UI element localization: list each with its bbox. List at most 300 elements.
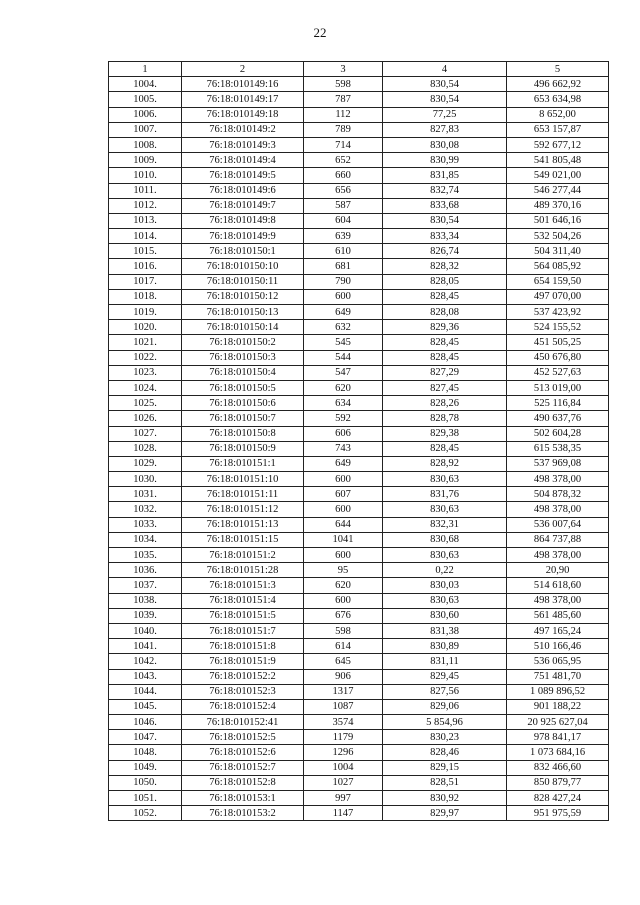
row-number-cell: 1021. <box>109 335 182 350</box>
area-cell: 681 <box>304 259 383 274</box>
rate-cell: 828,78 <box>383 411 507 426</box>
cadastral-number-cell: 76:18:010151:1 <box>182 456 304 471</box>
rate-cell: 829,97 <box>383 806 507 821</box>
table-row <box>109 350 609 365</box>
area-cell: 676 <box>304 608 383 623</box>
cadastral-number-cell: 76:18:010152:41 <box>182 715 304 730</box>
value-cell: 1 089 896,52 <box>507 684 609 699</box>
row-number-cell: 1010. <box>109 168 182 183</box>
cadastral-number-cell: 76:18:010151:28 <box>182 563 304 578</box>
row-number-cell: 1039. <box>109 608 182 623</box>
row-number-cell: 1049. <box>109 760 182 775</box>
row-number-cell: 1042. <box>109 654 182 669</box>
cadastral-number-cell: 76:18:010151:10 <box>182 472 304 487</box>
rate-cell: 827,83 <box>383 122 507 137</box>
table-row <box>109 760 609 775</box>
area-cell: 600 <box>304 548 383 563</box>
value-cell: 501 646,16 <box>507 213 609 228</box>
row-number-cell: 1006. <box>109 107 182 122</box>
value-cell: 592 677,12 <box>507 137 609 152</box>
area-cell: 598 <box>304 77 383 92</box>
value-cell: 654 159,50 <box>507 274 609 289</box>
cadastral-number-cell: 76:18:010150:7 <box>182 411 304 426</box>
area-cell: 610 <box>304 244 383 259</box>
table-row <box>109 411 609 426</box>
rate-cell: 832,74 <box>383 183 507 198</box>
cadastral-number-cell: 76:18:010150:6 <box>182 396 304 411</box>
table-row <box>109 623 609 638</box>
table-row <box>109 639 609 654</box>
area-cell: 649 <box>304 305 383 320</box>
row-number-cell: 1045. <box>109 699 182 714</box>
rate-cell: 830,23 <box>383 730 507 745</box>
row-number-cell: 1034. <box>109 532 182 547</box>
row-number-cell: 1011. <box>109 183 182 198</box>
value-cell: 751 481,70 <box>507 669 609 684</box>
table-row <box>109 654 609 669</box>
row-number-cell: 1041. <box>109 639 182 654</box>
rate-cell: 0,22 <box>383 563 507 578</box>
column-header: 1 <box>109 62 182 77</box>
value-cell: 20 925 627,04 <box>507 715 609 730</box>
column-header: 2 <box>182 62 304 77</box>
table-row <box>109 730 609 745</box>
value-cell: 537 969,08 <box>507 456 609 471</box>
column-header: 3 <box>304 62 383 77</box>
rate-cell: 832,31 <box>383 517 507 532</box>
cadastral-number-cell: 76:18:010152:5 <box>182 730 304 745</box>
area-cell: 660 <box>304 168 383 183</box>
value-cell: 653 634,98 <box>507 92 609 107</box>
value-cell: 615 538,35 <box>507 441 609 456</box>
rate-cell: 830,54 <box>383 213 507 228</box>
table-row <box>109 244 609 259</box>
row-number-cell: 1050. <box>109 775 182 790</box>
rate-cell: 830,63 <box>383 593 507 608</box>
table-row <box>109 335 609 350</box>
row-number-cell: 1014. <box>109 229 182 244</box>
area-cell: 3574 <box>304 715 383 730</box>
page-number: 22 <box>313 25 327 40</box>
value-cell: 496 662,92 <box>507 77 609 92</box>
cadastral-number-cell: 76:18:010149:3 <box>182 137 304 152</box>
area-cell: 112 <box>304 107 383 122</box>
cadastral-number-cell: 76:18:010152:2 <box>182 669 304 684</box>
rate-cell: 828,26 <box>383 396 507 411</box>
table-row <box>109 77 609 92</box>
area-cell: 906 <box>304 669 383 684</box>
cadastral-number-cell: 76:18:010149:18 <box>182 107 304 122</box>
table-row <box>109 593 609 608</box>
rate-cell: 830,08 <box>383 137 507 152</box>
column-header: 4 <box>383 62 507 77</box>
table-row <box>109 532 609 547</box>
table-row <box>109 198 609 213</box>
area-cell: 587 <box>304 198 383 213</box>
rate-cell: 828,51 <box>383 775 507 790</box>
area-cell: 545 <box>304 335 383 350</box>
cadastral-number-cell: 76:18:010151:5 <box>182 608 304 623</box>
value-cell: 536 007,64 <box>507 517 609 532</box>
value-cell: 504 878,32 <box>507 487 609 502</box>
column-header: 5 <box>507 62 609 77</box>
table-row <box>109 699 609 714</box>
table-row <box>109 183 609 198</box>
rate-cell: 828,08 <box>383 305 507 320</box>
table-row <box>109 608 609 623</box>
area-cell: 600 <box>304 502 383 517</box>
area-cell: 1041 <box>304 532 383 547</box>
row-number-cell: 1036. <box>109 563 182 578</box>
value-cell: 513 019,00 <box>507 380 609 395</box>
rate-cell: 829,15 <box>383 760 507 775</box>
table-row <box>109 487 609 502</box>
table-row <box>109 426 609 441</box>
rate-cell: 828,45 <box>383 350 507 365</box>
table-row <box>109 396 609 411</box>
value-cell: 864 737,88 <box>507 532 609 547</box>
cadastral-number-cell: 76:18:010150:3 <box>182 350 304 365</box>
table-row <box>109 548 609 563</box>
row-number-cell: 1035. <box>109 548 182 563</box>
area-cell: 1087 <box>304 699 383 714</box>
area-cell: 547 <box>304 365 383 380</box>
area-cell: 95 <box>304 563 383 578</box>
table-row <box>109 669 609 684</box>
row-number-cell: 1025. <box>109 396 182 411</box>
value-cell: 525 116,84 <box>507 396 609 411</box>
rate-cell: 828,46 <box>383 745 507 760</box>
cadastral-number-cell: 76:18:010150:1 <box>182 244 304 259</box>
rate-cell: 830,54 <box>383 92 507 107</box>
rate-cell: 831,11 <box>383 654 507 669</box>
row-number-cell: 1026. <box>109 411 182 426</box>
data-table <box>108 61 609 821</box>
cadastral-number-cell: 76:18:010150:14 <box>182 320 304 335</box>
row-number-cell: 1009. <box>109 153 182 168</box>
row-number-cell: 1033. <box>109 517 182 532</box>
cadastral-number-cell: 76:18:010149:7 <box>182 198 304 213</box>
rate-cell: 831,85 <box>383 168 507 183</box>
row-number-cell: 1031. <box>109 487 182 502</box>
cadastral-number-cell: 76:18:010152:7 <box>182 760 304 775</box>
area-cell: 789 <box>304 122 383 137</box>
table-row <box>109 684 609 699</box>
cadastral-number-cell: 76:18:010150:4 <box>182 365 304 380</box>
value-cell: 498 378,00 <box>507 472 609 487</box>
table-row <box>109 137 609 152</box>
table-row <box>109 153 609 168</box>
rate-cell: 5 854,96 <box>383 715 507 730</box>
rate-cell: 830,68 <box>383 532 507 547</box>
area-cell: 598 <box>304 623 383 638</box>
rate-cell: 828,45 <box>383 289 507 304</box>
area-cell: 600 <box>304 593 383 608</box>
cadastral-number-cell: 76:18:010153:1 <box>182 791 304 806</box>
table-row <box>109 213 609 228</box>
row-number-cell: 1029. <box>109 456 182 471</box>
cadastral-number-cell: 76:18:010151:2 <box>182 548 304 563</box>
area-cell: 714 <box>304 137 383 152</box>
value-cell: 951 975,59 <box>507 806 609 821</box>
rate-cell: 830,63 <box>383 548 507 563</box>
cadastral-number-cell: 76:18:010151:9 <box>182 654 304 669</box>
row-number-cell: 1032. <box>109 502 182 517</box>
value-cell: 510 166,46 <box>507 639 609 654</box>
cadastral-number-cell: 76:18:010151:4 <box>182 593 304 608</box>
cadastral-number-cell: 76:18:010152:3 <box>182 684 304 699</box>
value-cell: 502 604,28 <box>507 426 609 441</box>
row-number-cell: 1027. <box>109 426 182 441</box>
cadastral-number-cell: 76:18:010150:11 <box>182 274 304 289</box>
value-cell: 978 841,17 <box>507 730 609 745</box>
area-cell: 604 <box>304 213 383 228</box>
value-cell: 653 157,87 <box>507 122 609 137</box>
area-cell: 649 <box>304 456 383 471</box>
rate-cell: 828,05 <box>383 274 507 289</box>
rate-cell: 830,99 <box>383 153 507 168</box>
table-row <box>109 320 609 335</box>
area-cell: 606 <box>304 426 383 441</box>
cadastral-number-cell: 76:18:010151:7 <box>182 623 304 638</box>
rate-cell: 829,45 <box>383 669 507 684</box>
row-number-cell: 1030. <box>109 472 182 487</box>
table-row <box>109 806 609 821</box>
table-row <box>109 289 609 304</box>
area-cell: 787 <box>304 92 383 107</box>
table-row <box>109 107 609 122</box>
rate-cell: 830,03 <box>383 578 507 593</box>
cadastral-number-cell: 76:18:010153:2 <box>182 806 304 821</box>
cadastral-number-cell: 76:18:010150:9 <box>182 441 304 456</box>
table-row <box>109 517 609 532</box>
row-number-cell: 1004. <box>109 77 182 92</box>
row-number-cell: 1044. <box>109 684 182 699</box>
cadastral-number-cell: 76:18:010151:8 <box>182 639 304 654</box>
rate-cell: 827,45 <box>383 380 507 395</box>
cadastral-number-cell: 76:18:010150:2 <box>182 335 304 350</box>
value-cell: 498 378,00 <box>507 502 609 517</box>
area-cell: 997 <box>304 791 383 806</box>
area-cell: 743 <box>304 441 383 456</box>
value-cell: 452 527,63 <box>507 365 609 380</box>
cadastral-number-cell: 76:18:010149:9 <box>182 229 304 244</box>
rate-cell: 830,63 <box>383 472 507 487</box>
rate-cell: 828,45 <box>383 441 507 456</box>
table-row <box>109 456 609 471</box>
value-cell: 850 879,77 <box>507 775 609 790</box>
row-number-cell: 1012. <box>109 198 182 213</box>
value-cell: 490 637,76 <box>507 411 609 426</box>
value-cell: 524 155,52 <box>507 320 609 335</box>
row-number-cell: 1043. <box>109 669 182 684</box>
rate-cell: 831,76 <box>383 487 507 502</box>
cadastral-number-cell: 76:18:010151:15 <box>182 532 304 547</box>
rate-cell: 831,38 <box>383 623 507 638</box>
rate-cell: 830,63 <box>383 502 507 517</box>
value-cell: 497 165,24 <box>507 623 609 638</box>
table-row <box>109 122 609 137</box>
table-row <box>109 259 609 274</box>
cadastral-number-cell: 76:18:010149:4 <box>182 153 304 168</box>
area-cell: 634 <box>304 396 383 411</box>
value-cell: 450 676,80 <box>507 350 609 365</box>
area-cell: 1027 <box>304 775 383 790</box>
cadastral-number-cell: 76:18:010150:5 <box>182 380 304 395</box>
table-row <box>109 365 609 380</box>
value-cell: 489 370,16 <box>507 198 609 213</box>
cadastral-number-cell: 76:18:010152:8 <box>182 775 304 790</box>
area-cell: 600 <box>304 472 383 487</box>
table-row <box>109 502 609 517</box>
area-cell: 1147 <box>304 806 383 821</box>
value-cell: 537 423,92 <box>507 305 609 320</box>
row-number-cell: 1024. <box>109 380 182 395</box>
value-cell: 536 065,95 <box>507 654 609 669</box>
rate-cell: 833,34 <box>383 229 507 244</box>
rate-cell: 829,06 <box>383 699 507 714</box>
table-row <box>109 274 609 289</box>
cadastral-number-cell: 76:18:010149:6 <box>182 183 304 198</box>
row-number-cell: 1052. <box>109 806 182 821</box>
table-row <box>109 168 609 183</box>
value-cell: 20,90 <box>507 563 609 578</box>
rate-cell: 830,92 <box>383 791 507 806</box>
value-cell: 504 311,40 <box>507 244 609 259</box>
area-cell: 790 <box>304 274 383 289</box>
row-number-cell: 1016. <box>109 259 182 274</box>
table-row <box>109 578 609 593</box>
cadastral-number-cell: 76:18:010149:17 <box>182 92 304 107</box>
row-number-cell: 1040. <box>109 623 182 638</box>
row-number-cell: 1020. <box>109 320 182 335</box>
area-cell: 1179 <box>304 730 383 745</box>
table-body <box>109 77 609 821</box>
rate-cell: 77,25 <box>383 107 507 122</box>
row-number-cell: 1046. <box>109 715 182 730</box>
value-cell: 498 378,00 <box>507 593 609 608</box>
area-cell: 644 <box>304 517 383 532</box>
cadastral-number-cell: 76:18:010152:4 <box>182 699 304 714</box>
cadastral-number-cell: 76:18:010149:8 <box>182 213 304 228</box>
value-cell: 532 504,26 <box>507 229 609 244</box>
rate-cell: 828,92 <box>383 456 507 471</box>
area-cell: 652 <box>304 153 383 168</box>
cadastral-number-cell: 76:18:010149:5 <box>182 168 304 183</box>
rate-cell: 829,38 <box>383 426 507 441</box>
value-cell: 451 505,25 <box>507 335 609 350</box>
table-row <box>109 441 609 456</box>
area-cell: 1004 <box>304 760 383 775</box>
table-row <box>109 563 609 578</box>
table-row <box>109 472 609 487</box>
table-row <box>109 775 609 790</box>
value-cell: 828 427,24 <box>507 791 609 806</box>
value-cell: 546 277,44 <box>507 183 609 198</box>
area-cell: 600 <box>304 289 383 304</box>
area-cell: 632 <box>304 320 383 335</box>
row-number-cell: 1015. <box>109 244 182 259</box>
cadastral-number-cell: 76:18:010152:6 <box>182 745 304 760</box>
row-number-cell: 1023. <box>109 365 182 380</box>
area-cell: 645 <box>304 654 383 669</box>
rate-cell: 830,89 <box>383 639 507 654</box>
cadastral-number-cell: 76:18:010150:12 <box>182 289 304 304</box>
table-row <box>109 715 609 730</box>
table-row <box>109 305 609 320</box>
cadastral-number-cell: 76:18:010151:11 <box>182 487 304 502</box>
cadastral-number-cell: 76:18:010151:13 <box>182 517 304 532</box>
row-number-cell: 1051. <box>109 791 182 806</box>
cadastral-number-cell: 76:18:010150:13 <box>182 305 304 320</box>
row-number-cell: 1017. <box>109 274 182 289</box>
table-row <box>109 745 609 760</box>
row-number-cell: 1018. <box>109 289 182 304</box>
value-cell: 549 021,00 <box>507 168 609 183</box>
value-cell: 8 652,00 <box>507 107 609 122</box>
rate-cell: 830,54 <box>383 77 507 92</box>
value-cell: 514 618,60 <box>507 578 609 593</box>
row-number-cell: 1008. <box>109 137 182 152</box>
area-cell: 639 <box>304 229 383 244</box>
value-cell: 1 073 684,16 <box>507 745 609 760</box>
rate-cell: 830,60 <box>383 608 507 623</box>
row-number-cell: 1037. <box>109 578 182 593</box>
value-cell: 497 070,00 <box>507 289 609 304</box>
value-cell: 832 466,60 <box>507 760 609 775</box>
table-row <box>109 229 609 244</box>
cadastral-number-cell: 76:18:010151:12 <box>182 502 304 517</box>
area-cell: 1317 <box>304 684 383 699</box>
value-cell: 901 188,22 <box>507 699 609 714</box>
row-number-cell: 1005. <box>109 92 182 107</box>
area-cell: 544 <box>304 350 383 365</box>
rate-cell: 833,68 <box>383 198 507 213</box>
rate-cell: 829,36 <box>383 320 507 335</box>
rate-cell: 827,56 <box>383 684 507 699</box>
rate-cell: 828,45 <box>383 335 507 350</box>
table-row <box>109 92 609 107</box>
table-row <box>109 380 609 395</box>
rate-cell: 828,32 <box>383 259 507 274</box>
area-cell: 1296 <box>304 745 383 760</box>
row-number-cell: 1013. <box>109 213 182 228</box>
area-cell: 656 <box>304 183 383 198</box>
row-number-cell: 1007. <box>109 122 182 137</box>
value-cell: 498 378,00 <box>507 548 609 563</box>
value-cell: 561 485,60 <box>507 608 609 623</box>
table-header-row <box>109 62 609 77</box>
cadastral-number-cell: 76:18:010151:3 <box>182 578 304 593</box>
table-row <box>109 791 609 806</box>
cadastral-number-cell: 76:18:010150:10 <box>182 259 304 274</box>
area-cell: 592 <box>304 411 383 426</box>
row-number-cell: 1019. <box>109 305 182 320</box>
area-cell: 614 <box>304 639 383 654</box>
area-cell: 607 <box>304 487 383 502</box>
row-number-cell: 1047. <box>109 730 182 745</box>
rate-cell: 826,74 <box>383 244 507 259</box>
rate-cell: 827,29 <box>383 365 507 380</box>
row-number-cell: 1022. <box>109 350 182 365</box>
value-cell: 541 805,48 <box>507 153 609 168</box>
value-cell: 564 085,92 <box>507 259 609 274</box>
cadastral-number-cell: 76:18:010149:16 <box>182 77 304 92</box>
area-cell: 620 <box>304 380 383 395</box>
cadastral-number-cell: 76:18:010150:8 <box>182 426 304 441</box>
row-number-cell: 1038. <box>109 593 182 608</box>
area-cell: 620 <box>304 578 383 593</box>
